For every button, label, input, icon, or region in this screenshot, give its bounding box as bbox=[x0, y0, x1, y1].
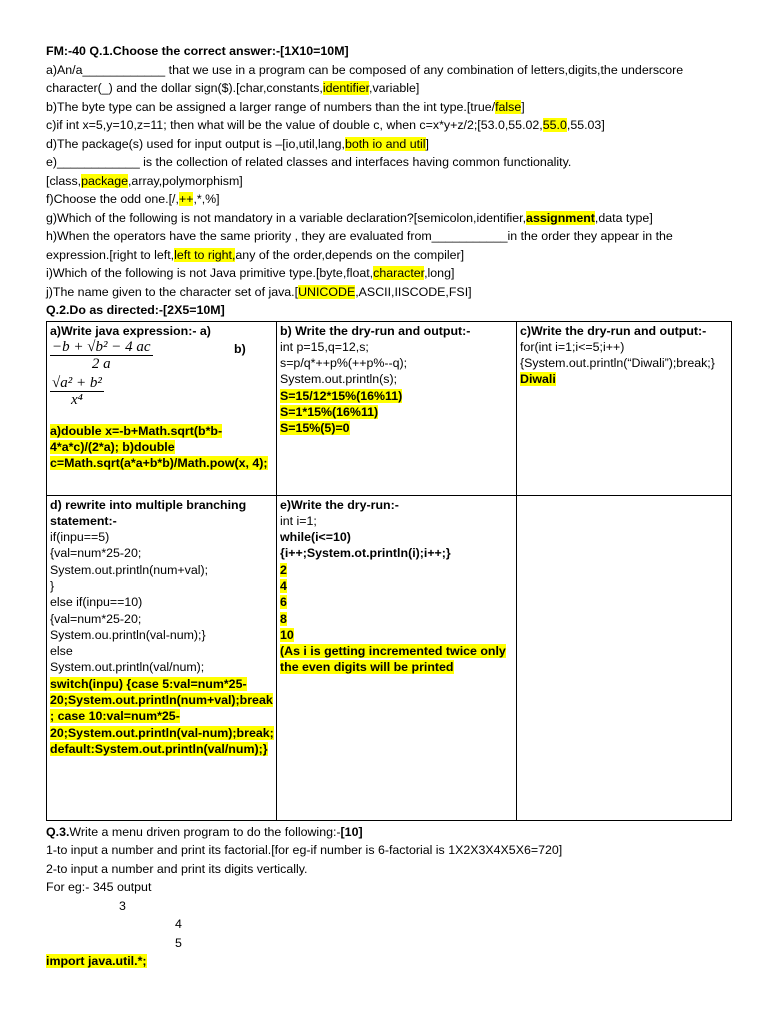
q2-table bbox=[46, 321, 732, 821]
q1d-answer: both io and util bbox=[344, 136, 426, 151]
q2d-code-line: System.ou.println(val-num);} bbox=[50, 627, 206, 642]
q2c-answer: Diwali bbox=[520, 372, 556, 387]
q3-line-2: 2-to input a number and print its digits vertically. bbox=[46, 861, 308, 876]
q3-line-3: For eg:- 345 output bbox=[46, 880, 152, 894]
q2e-output: 10 bbox=[280, 627, 294, 642]
q1b-text: b)The byte type can be assigned a larger range of numbers than the int type.[true/ bbox=[46, 99, 496, 114]
q2-title: Q.2.Do as directed:-[2X5=10M] bbox=[46, 303, 225, 317]
q1c-text: c)if int x=5,y=10,z=11; then what will be the value of double c, when c=x*y+z/2;[53.0,55.02, bbox=[46, 118, 543, 132]
q2d-code-line: System.out.println(val/num); bbox=[50, 660, 205, 675]
q2e-output-line bbox=[280, 611, 514, 627]
q2d-code-line: else if(inpu==10) bbox=[50, 595, 143, 610]
q1g-text-end: ,data type] bbox=[594, 210, 653, 225]
q1i-text-end: ,long] bbox=[424, 266, 455, 280]
q1e-line2 bbox=[46, 172, 730, 191]
q2d-code-line: } bbox=[50, 578, 55, 593]
q1f bbox=[46, 190, 730, 209]
worksheet-page bbox=[46, 42, 730, 971]
q1i bbox=[46, 264, 730, 283]
q2d-cell bbox=[47, 495, 277, 820]
q2b-answer-line bbox=[280, 404, 514, 420]
expr-a-numerator: −b + √b² − 4 ac bbox=[52, 338, 151, 355]
import-statement: import java.util.*; bbox=[46, 954, 147, 968]
q2c-code-line: for(int i=1;i<=5;i++) bbox=[520, 339, 625, 354]
q1c bbox=[46, 116, 730, 135]
table-row bbox=[47, 495, 732, 820]
q1d-text: d)The package(s) used for input output is –[io,util,lang, bbox=[46, 136, 345, 151]
q2d-code-line: else bbox=[50, 644, 73, 659]
q1h-line2 bbox=[46, 246, 730, 265]
q2e-output: 4 bbox=[280, 578, 287, 593]
q1d-text-end: ] bbox=[425, 136, 429, 151]
q2d-answer-block bbox=[50, 676, 274, 757]
q2d-code-block bbox=[50, 529, 274, 676]
q3-number: Q.3. bbox=[46, 824, 70, 839]
q1g-text: g)Which of the following is not mandatory in a variable declaration?[semicolon,identifier, bbox=[46, 210, 527, 225]
q2d-code-line: System.out.println(num+val); bbox=[50, 562, 209, 577]
q2d-code-line: {val=num*25-20; bbox=[50, 546, 142, 561]
q2e-note-line bbox=[280, 643, 514, 676]
q3-marks: [10] bbox=[340, 824, 363, 839]
q2e-output: 6 bbox=[280, 595, 287, 610]
q1a-line2 bbox=[46, 79, 730, 98]
q1e-answer: package bbox=[81, 173, 128, 188]
q1f-text-end: ,*,%] bbox=[193, 192, 220, 206]
q1j-text: j)The name given to the character set of java.[ bbox=[46, 284, 299, 299]
q1e-text: [class, bbox=[46, 173, 82, 188]
q1h-line1: h)When the operators have the same priority , they are evaluated from___________in the order they appear in the bbox=[46, 229, 673, 243]
q1i-answer: character bbox=[373, 266, 425, 280]
q2c-code-line: {System.out.println(“Diwali”);break;} bbox=[520, 356, 715, 371]
q1b bbox=[46, 98, 730, 117]
q2a-answer: a)double x=-b+Math.sqrt(b*b-4*a*c)/(2*a); b)double c=Math.sqrt(a*a+b*b)/Math.pow(x, 4); bbox=[50, 423, 268, 471]
q1-heading bbox=[46, 42, 730, 61]
q2e-output-line bbox=[280, 627, 514, 643]
q2b-heading: b) Write the dry-run and output:- bbox=[280, 323, 471, 338]
q1i-text: i)Which of the following is not Java primitive type.[byte,float, bbox=[46, 266, 374, 280]
q2b-answer-line bbox=[280, 420, 514, 436]
q1f-text: f)Choose the odd one.[/, bbox=[46, 192, 179, 206]
q2e-output-line bbox=[280, 594, 514, 610]
q2a-head-text: a)Write java expression:- a) bbox=[50, 323, 211, 338]
q1g bbox=[46, 209, 730, 228]
table-row bbox=[47, 321, 732, 495]
q1h-answer: left to right, bbox=[174, 247, 236, 262]
q1b-answer: false bbox=[495, 99, 522, 114]
q2e-code-line: int i=1; bbox=[280, 513, 317, 528]
q1h-text-end: any of the order,depends on the compiler] bbox=[235, 247, 465, 262]
q2a-b-label: b) bbox=[234, 341, 246, 356]
q2c-answer-line bbox=[520, 371, 729, 387]
q2e-output: 8 bbox=[280, 611, 287, 626]
q2b-answer-line bbox=[280, 388, 514, 404]
q2e-output-line bbox=[280, 578, 514, 594]
q2b-code-line: System.out.println(s); bbox=[280, 372, 398, 387]
expr-b-fraction bbox=[50, 375, 104, 409]
q2e-code-line: while(i<=10){i++;System.ot.println(i);i++;} bbox=[280, 530, 451, 561]
q2e-heading: e)Write the dry-run:- bbox=[280, 497, 399, 512]
q2a-expressions bbox=[50, 339, 274, 409]
q1j bbox=[46, 283, 730, 302]
q2b-cell bbox=[277, 321, 517, 495]
q1j-text-end: ,ASCII,IISCODE,FSI] bbox=[355, 284, 472, 299]
q1a-answer: identifier bbox=[322, 81, 370, 95]
q1j-answer: UNICODE bbox=[298, 284, 356, 299]
q3-line-1: 1-to input a number and print its factorial.[for eg-if number is 6-factorial is 1X2X3X4X5X6=720] bbox=[46, 843, 563, 857]
empty-cell bbox=[517, 495, 732, 820]
q2d-heading: d) rewrite into multiple branching statement:- bbox=[50, 497, 247, 528]
q2d-code-line: {val=num*25-20; bbox=[50, 611, 142, 626]
q1e-line1: e)____________ is the collection of related classes and interfaces having common functionality. bbox=[46, 155, 572, 169]
q2a-answer-block bbox=[50, 423, 274, 472]
q2e-output: 2 bbox=[280, 562, 287, 577]
q1a-text-end: ,variable] bbox=[369, 81, 420, 95]
q2b-answer-2: S=1*15%(16%11) bbox=[280, 404, 379, 419]
q3-title bbox=[46, 823, 730, 842]
q2d-answer: switch(inpu) {case 5:val=num*25-20;System.out.println(num+val);break; case 10:val=num*25-20;System.out.println(val-num);break; default:System.out.println(val/num);} bbox=[50, 676, 274, 756]
q1c-text-end: ,55.03] bbox=[566, 118, 605, 132]
q2e-output-line bbox=[280, 562, 514, 578]
q3-digit: 3 bbox=[119, 898, 126, 913]
q2c-cell bbox=[517, 321, 732, 495]
q2b-answer-3: S=15%(5)=0 bbox=[280, 421, 350, 436]
q3-digit: 4 bbox=[175, 917, 182, 931]
q1b-text-end: ] bbox=[521, 99, 525, 114]
expr-b-numerator: √a² + b² bbox=[52, 374, 102, 391]
q1g-answer: assignment bbox=[526, 210, 595, 225]
q1h-text: expression.[right to left, bbox=[46, 247, 175, 262]
q1c-answer: 55.0 bbox=[542, 118, 567, 132]
q1e-text-end: ,array,polymorphism] bbox=[127, 173, 243, 188]
full-marks-label: FM:-40 bbox=[46, 44, 86, 58]
expr-a-denominator: 2 a bbox=[91, 356, 111, 373]
q3-import-line bbox=[46, 952, 730, 971]
q2a-heading bbox=[50, 323, 274, 339]
q2c-heading: c)Write the dry-run and output:- bbox=[520, 323, 707, 338]
q2b-answer-1: S=15/12*15%(16%11) bbox=[280, 388, 403, 403]
q3-text: Write a menu driven program to do the following:- bbox=[69, 824, 341, 839]
q2d-code-line: if(inpu==5) bbox=[50, 530, 110, 545]
q1a-text: character(_) and the dollar sign($).[char,constants, bbox=[46, 81, 323, 95]
q1-title: Q.1.Choose the correct answer:-[1X10=10M] bbox=[89, 44, 349, 58]
q2b-code-line: int p=15,q=12,s; bbox=[280, 339, 369, 354]
q1f-answer: ++ bbox=[178, 192, 194, 206]
q2b-code-line: s=p/q*++p%(++p%--q); bbox=[280, 356, 408, 371]
q3-digit: 5 bbox=[175, 935, 182, 950]
q2a-cell bbox=[47, 321, 277, 495]
q2e-note: (As i is getting incremented twice only the even digits will be printed bbox=[280, 644, 506, 675]
q1a-line1: a)An/a____________ that we use in a program can be composed of any combination of letters,digits,the underscore bbox=[46, 62, 684, 77]
expr-a-fraction bbox=[50, 339, 153, 373]
expr-b-denominator: x⁴ bbox=[70, 392, 83, 409]
q2e-cell bbox=[277, 495, 517, 820]
q1d bbox=[46, 135, 730, 154]
